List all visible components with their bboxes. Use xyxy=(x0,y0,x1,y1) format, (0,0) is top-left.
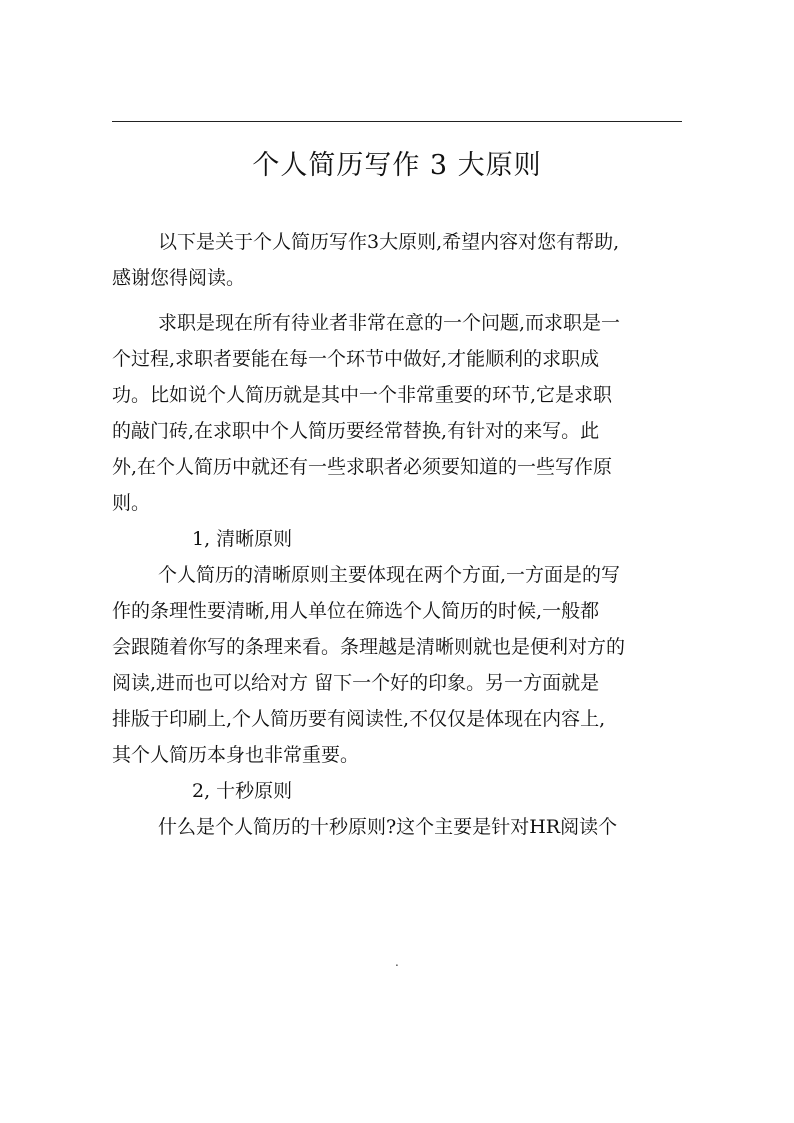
line-text: 个人简历的清晰原则主要体现在两个方面,一方面是的写 xyxy=(158,564,621,586)
heading-text: 1, 清晰原则 xyxy=(192,528,293,550)
paragraph-line xyxy=(112,701,682,737)
paragraph-line xyxy=(112,737,682,773)
paragraph-job-search xyxy=(112,305,682,521)
paragraph-line xyxy=(112,449,682,485)
paragraph-line xyxy=(112,809,682,845)
paragraph-line xyxy=(112,485,682,521)
paragraph-ten-seconds xyxy=(112,809,682,845)
paragraph-line xyxy=(112,413,682,449)
line-text: 求职是现在所有待业者非常在意的一个问题,而求职是一 xyxy=(158,312,621,334)
document-title: 个人简历写作 3 大原则 xyxy=(252,150,542,181)
line-text: 感谢您得阅读。 xyxy=(112,267,246,289)
section-heading xyxy=(112,773,682,809)
paragraph-line xyxy=(112,377,682,413)
line-text: 什么是个人简历的十秒原则?这个主要是针对HR阅读个 xyxy=(158,816,618,838)
paragraph-line xyxy=(112,557,682,593)
line-text: 功。比如说个人简历就是其中一个非常重要的环节,它是求职 xyxy=(112,384,613,406)
paragraph-line xyxy=(112,593,682,629)
line-text: 外,在个人简历中就还有一些求职者必须要知道的一些写作原 xyxy=(112,456,613,478)
line-text: 其个人简历本身也非常重要。 xyxy=(112,744,360,766)
paragraph-line xyxy=(112,629,682,665)
line-text: 以下是关于个人简历写作3大原则,希望内容对您有帮助, xyxy=(158,231,620,253)
section-heading xyxy=(112,521,682,557)
heading-text: 2, 十秒原则 xyxy=(192,780,293,802)
line-text: 个过程,求职者要能在每一个环节中做好,才能顺利的求职成 xyxy=(112,348,600,370)
footer-mark: . xyxy=(395,955,399,969)
header-rule xyxy=(112,121,682,122)
line-text: 会跟随着你写的条理来看。条理越是清晰则就也是便利对方的 xyxy=(112,636,626,658)
paragraph-intro xyxy=(112,224,682,296)
line-text: 排版于印刷上,个人简历要有阅读性,不仅仅是体现在内容上, xyxy=(112,708,606,730)
line-text: 则。 xyxy=(112,492,151,514)
document-body xyxy=(112,224,682,845)
paragraph-line xyxy=(112,341,682,377)
paragraph-line xyxy=(112,260,682,296)
paragraph-line xyxy=(112,224,682,260)
line-text: 作的条理性要清晰,用人单位在筛选个人简历的时候,一般都 xyxy=(112,600,600,622)
line-text: 阅读,进而也可以给对方 留下一个好的印象。另一方面就是 xyxy=(112,672,600,694)
paragraph-line xyxy=(112,305,682,341)
line-text: 的敲门砖,在求职中个人简历要经常替换,有针对的来写。此 xyxy=(112,420,600,442)
paragraph-clarity xyxy=(112,557,682,773)
paragraph-line xyxy=(112,665,682,701)
